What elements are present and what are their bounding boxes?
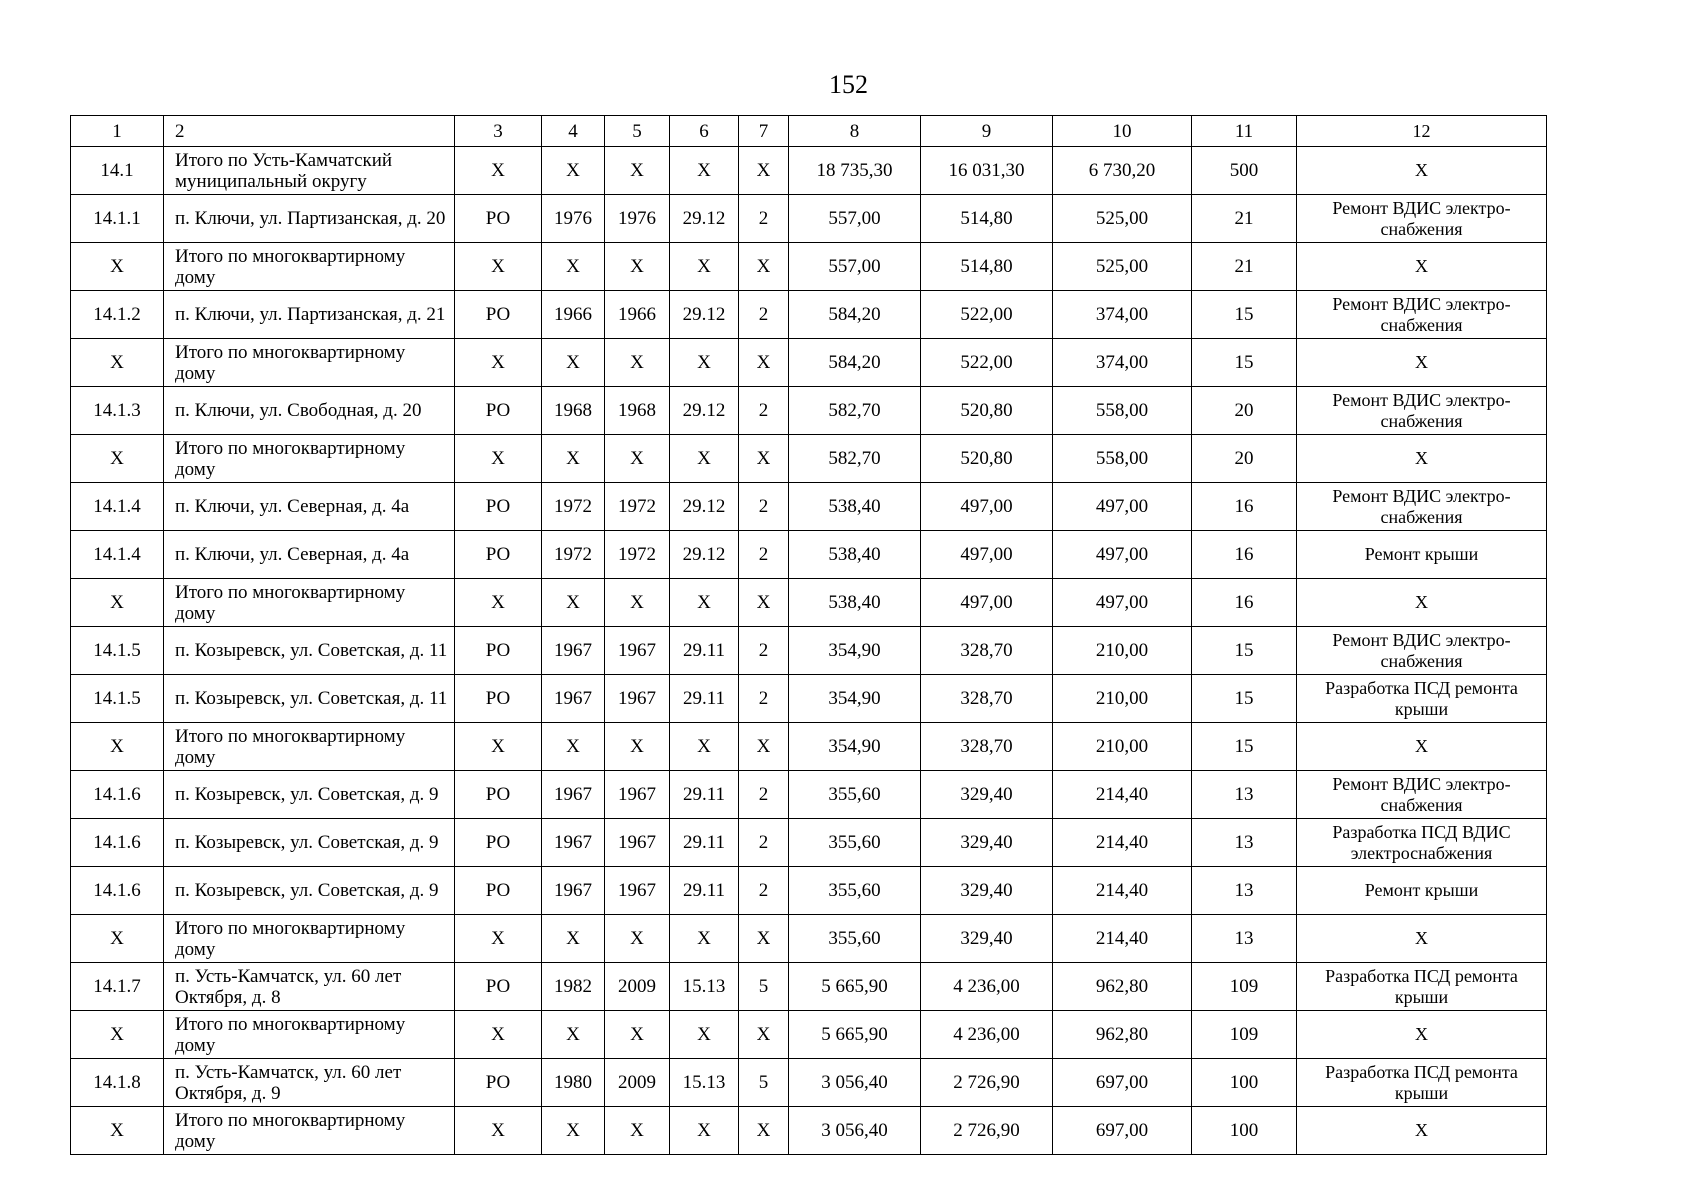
table-cell-col-9: 522,00: [921, 339, 1053, 387]
table-cell-col-11: 20: [1192, 435, 1297, 483]
table-cell-col-12: Ремонт ВДИС электро-снабжения: [1297, 771, 1547, 819]
table-cell-col-8: 538,40: [789, 531, 921, 579]
table-row: [71, 387, 1547, 435]
table-row: [71, 483, 1547, 531]
table-cell-col-4: X: [542, 243, 605, 291]
table-cell-col-12: Ремонт ВДИС электро-снабжения: [1297, 387, 1547, 435]
table-cell-col-7: 2: [739, 291, 789, 339]
table-cell-col-11: 20: [1192, 387, 1297, 435]
table-cell-col-6: 29.12: [670, 387, 739, 435]
table-cell-col-2: Итого по многоквартирному дому: [164, 1011, 455, 1059]
header-row: [71, 116, 1547, 147]
table-cell-col-6: X: [670, 339, 739, 387]
table-cell-col-8: 355,60: [789, 915, 921, 963]
table-cell-col-12: Ремонт ВДИС электро-снабжения: [1297, 627, 1547, 675]
table-row: [71, 147, 1547, 195]
table-cell-col-6: 29.12: [670, 195, 739, 243]
table-cell-col-10: 374,00: [1053, 291, 1192, 339]
table-cell-col-4: X: [542, 579, 605, 627]
table-cell-col-10: 497,00: [1053, 531, 1192, 579]
table-cell-col-9: 329,40: [921, 771, 1053, 819]
table-cell-col-12: Ремонт крыши: [1297, 531, 1547, 579]
table-cell-col-4: X: [542, 915, 605, 963]
table-cell-col-8: 584,20: [789, 339, 921, 387]
table-cell-col-5: X: [605, 435, 670, 483]
table-cell-col-6: 29.11: [670, 867, 739, 915]
table-cell-col-5: X: [605, 579, 670, 627]
table-cell-col-5: 1967: [605, 771, 670, 819]
table-cell-col-8: 18 735,30: [789, 147, 921, 195]
table-cell-col-3: РО: [455, 819, 542, 867]
table-cell-col-10: 962,80: [1053, 963, 1192, 1011]
table-cell-col-8: 557,00: [789, 195, 921, 243]
table-cell-col-5: 1967: [605, 627, 670, 675]
table-cell-col-11: 16: [1192, 483, 1297, 531]
table-cell-col-7: 2: [739, 675, 789, 723]
table-row: [71, 195, 1547, 243]
table-cell-col-11: 15: [1192, 723, 1297, 771]
table-cell-col-9: 514,80: [921, 243, 1053, 291]
table-cell-col-9: 2 726,90: [921, 1107, 1053, 1155]
header-cell-col-8: 8: [789, 116, 921, 147]
table-cell-col-11: 13: [1192, 867, 1297, 915]
table-cell-col-2: п. Козыревск, ул. Советская, д. 11: [164, 675, 455, 723]
table-cell-col-4: X: [542, 1011, 605, 1059]
table-cell-col-2: п. Ключи, ул. Северная, д. 4а: [164, 483, 455, 531]
table-cell-col-11: 15: [1192, 627, 1297, 675]
table-cell-col-2: п. Усть-Камчатск, ул. 60 лет Октября, д. 9: [164, 1059, 455, 1107]
table-cell-col-2: п. Усть-Камчатск, ул. 60 лет Октября, д. 8: [164, 963, 455, 1011]
table-cell-col-6: X: [670, 435, 739, 483]
table-row: [71, 1011, 1547, 1059]
table-cell-col-1: 14.1.4: [71, 531, 164, 579]
table-cell-col-3: X: [455, 243, 542, 291]
table-cell-col-7: 2: [739, 627, 789, 675]
table-cell-col-11: 15: [1192, 675, 1297, 723]
table-row: [71, 675, 1547, 723]
table-cell-col-3: РО: [455, 195, 542, 243]
table-cell-col-8: 355,60: [789, 819, 921, 867]
header-cell-col-9: 9: [921, 116, 1053, 147]
table-cell-col-9: 514,80: [921, 195, 1053, 243]
table-cell-col-6: 29.12: [670, 531, 739, 579]
table-cell-col-9: 4 236,00: [921, 963, 1053, 1011]
table-cell-col-4: 1968: [542, 387, 605, 435]
table-cell-col-1: 14.1.2: [71, 291, 164, 339]
table-cell-col-1: 14.1.1: [71, 195, 164, 243]
table-cell-col-4: 1972: [542, 531, 605, 579]
table-cell-col-3: РО: [455, 963, 542, 1011]
header-cell-col-10: 10: [1053, 116, 1192, 147]
table-cell-col-4: 1982: [542, 963, 605, 1011]
header-cell-col-3: 3: [455, 116, 542, 147]
table-cell-col-4: 1967: [542, 819, 605, 867]
table-cell-col-1: X: [71, 915, 164, 963]
table-cell-col-10: 497,00: [1053, 483, 1192, 531]
table-cell-col-3: X: [455, 435, 542, 483]
table-cell-col-5: 1976: [605, 195, 670, 243]
table-cell-col-2: п. Ключи, ул. Партизанская, д. 21: [164, 291, 455, 339]
table-cell-col-4: X: [542, 1107, 605, 1155]
table-cell-col-5: 2009: [605, 963, 670, 1011]
table-cell-col-11: 13: [1192, 771, 1297, 819]
table-cell-col-2: п. Козыревск, ул. Советская, д. 9: [164, 819, 455, 867]
table-cell-col-3: X: [455, 915, 542, 963]
table-cell-col-4: 1980: [542, 1059, 605, 1107]
table-cell-col-3: X: [455, 147, 542, 195]
table-cell-col-11: 13: [1192, 819, 1297, 867]
table-cell-col-7: 5: [739, 1059, 789, 1107]
table-cell-col-10: 210,00: [1053, 627, 1192, 675]
table-cell-col-7: X: [739, 435, 789, 483]
table-cell-col-8: 538,40: [789, 579, 921, 627]
table-cell-col-6: X: [670, 147, 739, 195]
table-cell-col-6: 15.13: [670, 1059, 739, 1107]
table-cell-col-10: 697,00: [1053, 1107, 1192, 1155]
table-cell-col-5: 1972: [605, 483, 670, 531]
table-cell-col-4: X: [542, 339, 605, 387]
table-row: [71, 867, 1547, 915]
table-cell-col-7: X: [739, 1107, 789, 1155]
table-cell-col-3: РО: [455, 627, 542, 675]
table-cell-col-1: 14.1.3: [71, 387, 164, 435]
table-cell-col-12: Разработка ПСД ремонта крыши: [1297, 963, 1547, 1011]
table-cell-col-7: 2: [739, 483, 789, 531]
table-cell-col-1: X: [71, 339, 164, 387]
table-cell-col-2: п. Ключи, ул. Партизанская, д. 20: [164, 195, 455, 243]
table-cell-col-5: X: [605, 723, 670, 771]
table-cell-col-3: РО: [455, 771, 542, 819]
table-row: [71, 339, 1547, 387]
table-cell-col-4: 1972: [542, 483, 605, 531]
table-row: [71, 819, 1547, 867]
table-cell-col-6: 29.12: [670, 291, 739, 339]
table-cell-col-2: п. Козыревск, ул. Советская, д. 9: [164, 867, 455, 915]
table-cell-col-9: 497,00: [921, 483, 1053, 531]
table-cell-col-4: X: [542, 147, 605, 195]
table-cell-col-3: РО: [455, 531, 542, 579]
table-cell-col-6: 15.13: [670, 963, 739, 1011]
table-cell-col-1: X: [71, 243, 164, 291]
table-cell-col-5: X: [605, 1011, 670, 1059]
table-cell-col-12: X: [1297, 435, 1547, 483]
table-cell-col-8: 354,90: [789, 723, 921, 771]
table-row: [71, 915, 1547, 963]
table-cell-col-6: 29.11: [670, 771, 739, 819]
table-cell-col-1: 14.1.5: [71, 675, 164, 723]
table-cell-col-4: 1967: [542, 675, 605, 723]
table-cell-col-5: X: [605, 339, 670, 387]
page-number: 152: [829, 70, 868, 99]
table-cell-col-7: 2: [739, 531, 789, 579]
table-cell-col-1: X: [71, 723, 164, 771]
table-cell-col-6: X: [670, 579, 739, 627]
table-cell-col-3: X: [455, 723, 542, 771]
table-cell-col-10: 697,00: [1053, 1059, 1192, 1107]
table-cell-col-2: Итого по многоквартирному дому: [164, 435, 455, 483]
table-cell-col-8: 582,70: [789, 435, 921, 483]
table-cell-col-4: X: [542, 435, 605, 483]
table-cell-col-10: 525,00: [1053, 243, 1192, 291]
table-cell-col-6: X: [670, 915, 739, 963]
table-cell-col-12: X: [1297, 915, 1547, 963]
table-cell-col-10: 558,00: [1053, 387, 1192, 435]
table-cell-col-1: X: [71, 1011, 164, 1059]
table-cell-col-5: 1966: [605, 291, 670, 339]
header-cell-col-12: 12: [1297, 116, 1547, 147]
table-cell-col-11: 500: [1192, 147, 1297, 195]
table-cell-col-9: 328,70: [921, 675, 1053, 723]
table-cell-col-7: X: [739, 579, 789, 627]
table-cell-col-2: Итого по многоквартирному дому: [164, 915, 455, 963]
table-cell-col-7: X: [739, 1011, 789, 1059]
table-cell-col-2: п. Козыревск, ул. Советская, д. 11: [164, 627, 455, 675]
header-cell-col-2: 2: [164, 116, 455, 147]
header-cell-col-4: 4: [542, 116, 605, 147]
table-cell-col-12: X: [1297, 579, 1547, 627]
table-cell-col-2: п. Ключи, ул. Свободная, д. 20: [164, 387, 455, 435]
table-cell-col-5: 1967: [605, 819, 670, 867]
table-cell-col-1: 14.1: [71, 147, 164, 195]
table-cell-col-5: 1967: [605, 867, 670, 915]
table-cell-col-5: 2009: [605, 1059, 670, 1107]
table-cell-col-11: 21: [1192, 243, 1297, 291]
table-cell-col-2: п. Ключи, ул. Северная, д. 4а: [164, 531, 455, 579]
table-cell-col-7: 2: [739, 819, 789, 867]
table-cell-col-12: Ремонт крыши: [1297, 867, 1547, 915]
table-cell-col-11: 15: [1192, 339, 1297, 387]
table-cell-col-7: X: [739, 243, 789, 291]
table-cell-col-2: Итого по Усть-Камчатский муниципальный округу: [164, 147, 455, 195]
table-cell-col-6: 29.11: [670, 627, 739, 675]
table-cell-col-2: Итого по многоквартирному дому: [164, 1107, 455, 1155]
table-cell-col-11: 16: [1192, 531, 1297, 579]
table-cell-col-12: X: [1297, 723, 1547, 771]
table-cell-col-1: 14.1.4: [71, 483, 164, 531]
table-cell-col-3: X: [455, 339, 542, 387]
table-cell-col-3: РО: [455, 483, 542, 531]
table-cell-col-11: 100: [1192, 1059, 1297, 1107]
table-cell-col-10: 374,00: [1053, 339, 1192, 387]
header-cell-col-5: 5: [605, 116, 670, 147]
table-cell-col-9: 497,00: [921, 579, 1053, 627]
table-row: [71, 771, 1547, 819]
table-cell-col-10: 525,00: [1053, 195, 1192, 243]
table-cell-col-10: 497,00: [1053, 579, 1192, 627]
table-cell-col-6: 29.12: [670, 483, 739, 531]
table-cell-col-2: Итого по многоквартирному дому: [164, 339, 455, 387]
table-cell-col-3: РО: [455, 867, 542, 915]
table-cell-col-9: 328,70: [921, 627, 1053, 675]
table-cell-col-9: 329,40: [921, 819, 1053, 867]
table-cell-col-10: 210,00: [1053, 675, 1192, 723]
table-cell-col-7: X: [739, 723, 789, 771]
table-cell-col-4: 1966: [542, 291, 605, 339]
table-cell-col-12: Разработка ПСД ремонта крыши: [1297, 1059, 1547, 1107]
table-cell-col-7: 5: [739, 963, 789, 1011]
table-cell-col-12: X: [1297, 147, 1547, 195]
table-cell-col-3: РО: [455, 675, 542, 723]
table-cell-col-3: X: [455, 1107, 542, 1155]
table-cell-col-1: 14.1.8: [71, 1059, 164, 1107]
table-cell-col-6: 29.11: [670, 675, 739, 723]
table-cell-col-8: 3 056,40: [789, 1107, 921, 1155]
table-cell-col-11: 15: [1192, 291, 1297, 339]
table-cell-col-11: 16: [1192, 579, 1297, 627]
table-cell-col-10: 214,40: [1053, 819, 1192, 867]
table-cell-col-11: 21: [1192, 195, 1297, 243]
table-cell-col-9: 328,70: [921, 723, 1053, 771]
table-cell-col-8: 355,60: [789, 771, 921, 819]
table-cell-col-3: РО: [455, 291, 542, 339]
table-cell-col-6: X: [670, 1011, 739, 1059]
table-cell-col-11: 100: [1192, 1107, 1297, 1155]
table-cell-col-10: 962,80: [1053, 1011, 1192, 1059]
table-cell-col-7: 2: [739, 771, 789, 819]
table-cell-col-5: 1967: [605, 675, 670, 723]
table-cell-col-1: 14.1.6: [71, 771, 164, 819]
table-cell-col-8: 355,60: [789, 867, 921, 915]
table-cell-col-8: 538,40: [789, 483, 921, 531]
table-cell-col-6: X: [670, 1107, 739, 1155]
table-cell-col-11: 109: [1192, 1011, 1297, 1059]
table-cell-col-1: X: [71, 579, 164, 627]
table-cell-col-1: 14.1.6: [71, 867, 164, 915]
table-cell-col-5: X: [605, 243, 670, 291]
table-row: [71, 579, 1547, 627]
table-cell-col-8: 5 665,90: [789, 1011, 921, 1059]
table-cell-col-9: 2 726,90: [921, 1059, 1053, 1107]
header-cell-col-7: 7: [739, 116, 789, 147]
table-cell-col-5: X: [605, 1107, 670, 1155]
table-cell-col-7: X: [739, 915, 789, 963]
table-row: [71, 723, 1547, 771]
table-cell-col-7: X: [739, 147, 789, 195]
table-cell-col-5: X: [605, 147, 670, 195]
table-row: [71, 1059, 1547, 1107]
table-row: [71, 291, 1547, 339]
table-cell-col-2: Итого по многоквартирному дому: [164, 243, 455, 291]
table-cell-col-4: 1967: [542, 771, 605, 819]
table-cell-col-1: 14.1.5: [71, 627, 164, 675]
table-cell-col-12: Разработка ПСД ВДИС электроснабжения: [1297, 819, 1547, 867]
table-cell-col-5: 1968: [605, 387, 670, 435]
table-cell-col-9: 16 031,30: [921, 147, 1053, 195]
table-cell-col-12: X: [1297, 1107, 1547, 1155]
table-cell-col-12: X: [1297, 1011, 1547, 1059]
header-cell-col-6: 6: [670, 116, 739, 147]
table-cell-col-10: 6 730,20: [1053, 147, 1192, 195]
table-row: [71, 531, 1547, 579]
table-cell-col-1: 14.1.7: [71, 963, 164, 1011]
table-cell-col-10: 214,40: [1053, 771, 1192, 819]
table-cell-col-11: 13: [1192, 915, 1297, 963]
table-cell-col-8: 5 665,90: [789, 963, 921, 1011]
table-cell-col-4: 1976: [542, 195, 605, 243]
table-cell-col-8: 582,70: [789, 387, 921, 435]
table-cell-col-7: 2: [739, 867, 789, 915]
table-cell-col-3: РО: [455, 1059, 542, 1107]
table-cell-col-2: п. Козыревск, ул. Советская, д. 9: [164, 771, 455, 819]
table-cell-col-8: 354,90: [789, 627, 921, 675]
table-cell-col-9: 522,00: [921, 291, 1053, 339]
table-cell-col-4: 1967: [542, 867, 605, 915]
table-row: [71, 435, 1547, 483]
table-cell-col-12: Разработка ПСД ремонта крыши: [1297, 675, 1547, 723]
table-row: [71, 243, 1547, 291]
capital-repair-table: [70, 115, 1547, 1155]
table-cell-col-1: X: [71, 435, 164, 483]
table-cell-col-9: 329,40: [921, 867, 1053, 915]
table-cell-col-8: 3 056,40: [789, 1059, 921, 1107]
table-cell-col-12: Ремонт ВДИС электро-снабжения: [1297, 195, 1547, 243]
table-cell-col-8: 584,20: [789, 291, 921, 339]
table-cell-col-5: X: [605, 915, 670, 963]
table-cell-col-2: Итого по многоквартирному дому: [164, 723, 455, 771]
table-row: [71, 963, 1547, 1011]
table-cell-col-6: 29.11: [670, 819, 739, 867]
table-cell-col-8: 557,00: [789, 243, 921, 291]
header-cell-col-11: 11: [1192, 116, 1297, 147]
table-cell-col-9: 520,80: [921, 435, 1053, 483]
table-row: [71, 1107, 1547, 1155]
table-cell-col-1: X: [71, 1107, 164, 1155]
table-cell-col-12: X: [1297, 339, 1547, 387]
table-cell-col-1: 14.1.6: [71, 819, 164, 867]
table-cell-col-6: X: [670, 723, 739, 771]
table-cell-col-4: 1967: [542, 627, 605, 675]
table-cell-col-10: 214,40: [1053, 867, 1192, 915]
table-cell-col-3: X: [455, 1011, 542, 1059]
header-cell-col-1: 1: [71, 116, 164, 147]
table-cell-col-7: 2: [739, 195, 789, 243]
table-cell-col-3: X: [455, 579, 542, 627]
table-cell-col-9: 520,80: [921, 387, 1053, 435]
table-cell-col-12: Ремонт ВДИС электро-снабжения: [1297, 483, 1547, 531]
table-row: [71, 627, 1547, 675]
table-cell-col-2: Итого по многоквартирному дому: [164, 579, 455, 627]
table-cell-col-10: 214,40: [1053, 915, 1192, 963]
table-cell-col-12: Ремонт ВДИС электро-снабжения: [1297, 291, 1547, 339]
table-cell-col-7: 2: [739, 387, 789, 435]
table-cell-col-9: 4 236,00: [921, 1011, 1053, 1059]
table-cell-col-9: 497,00: [921, 531, 1053, 579]
table-cell-col-7: X: [739, 339, 789, 387]
table-cell-col-10: 210,00: [1053, 723, 1192, 771]
table-cell-col-12: X: [1297, 243, 1547, 291]
table-cell-col-3: РО: [455, 387, 542, 435]
table-cell-col-8: 354,90: [789, 675, 921, 723]
table-cell-col-10: 558,00: [1053, 435, 1192, 483]
table-cell-col-6: X: [670, 243, 739, 291]
table-cell-col-11: 109: [1192, 963, 1297, 1011]
table-cell-col-5: 1972: [605, 531, 670, 579]
table-cell-col-4: X: [542, 723, 605, 771]
table-cell-col-9: 329,40: [921, 915, 1053, 963]
